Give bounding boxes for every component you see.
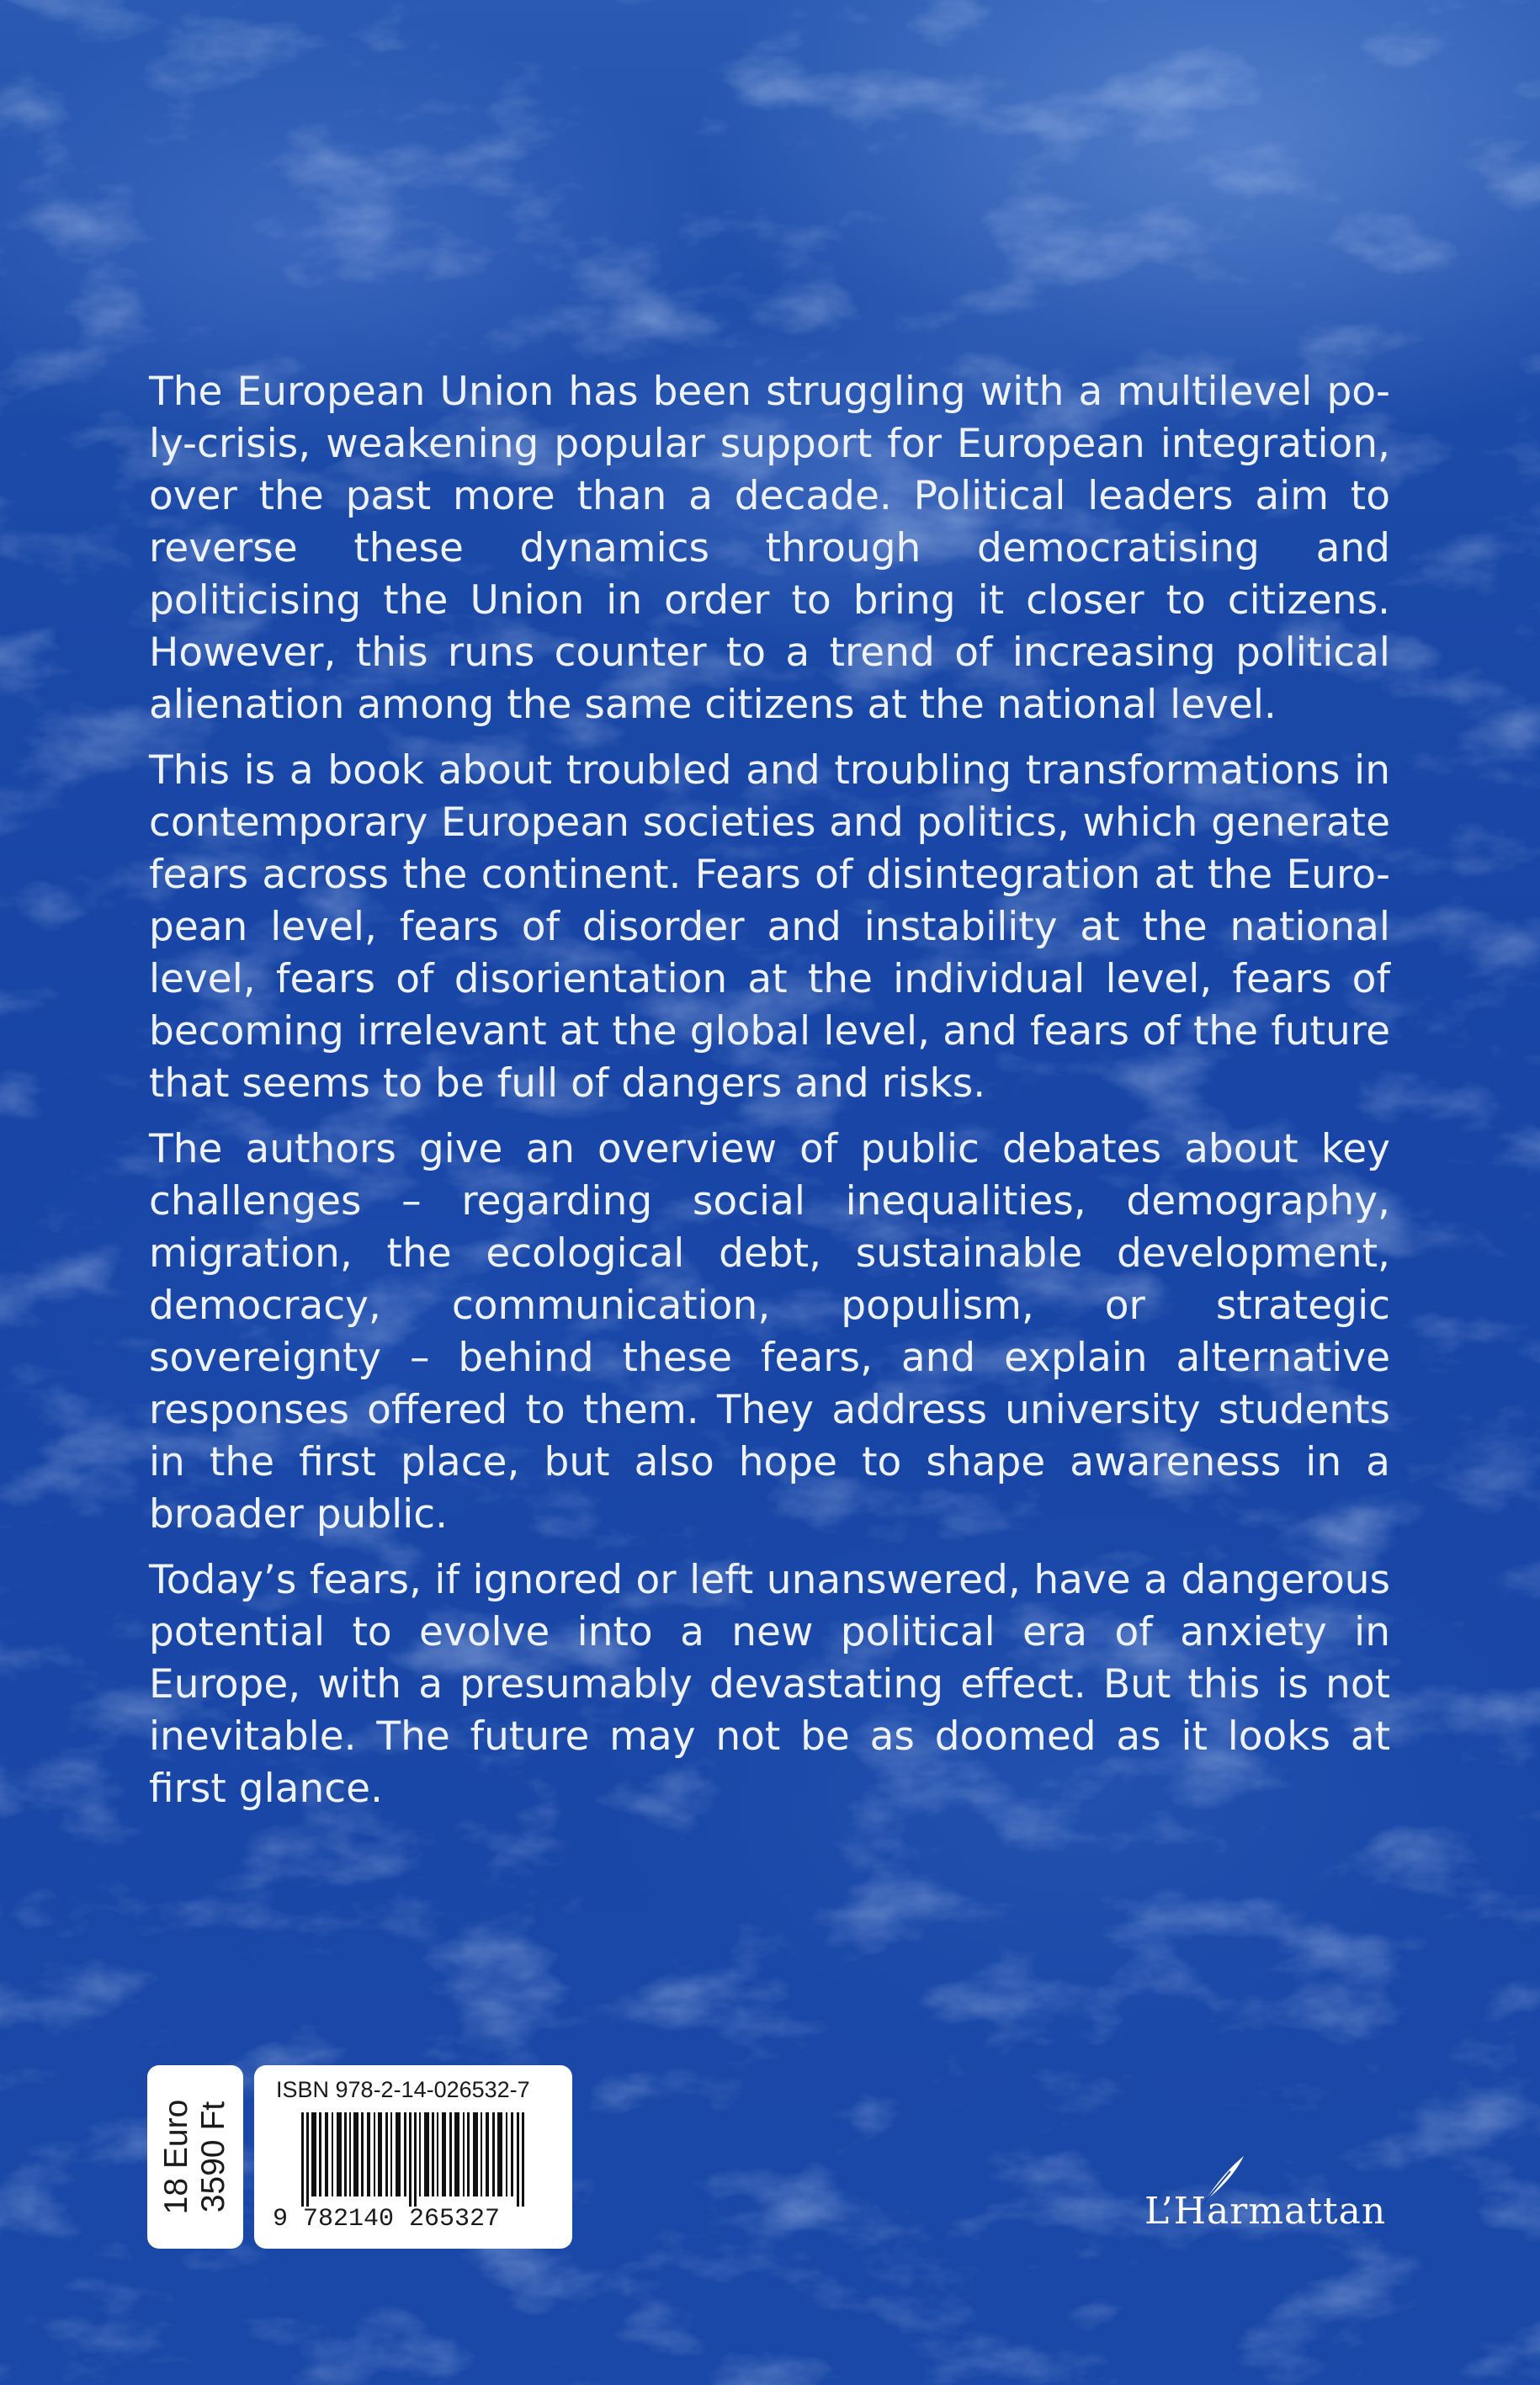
price-euro: 18 Euro <box>158 2099 194 2215</box>
blurb-text <box>149 366 1390 1829</box>
barcode-icon <box>301 2112 528 2207</box>
price-forint: 3590 Ft <box>195 2101 231 2213</box>
blurb-paragraph-1: The European Union has been struggling with a multilevel poly-crisis, weakening popular support for European integration, over the past more than a decade. Political leaders aim to reverse these dynamics through democratising and politicising the Union in order to bring it closer to citizens. However, this runs counter to a trend of increasing political alienation among the same citizens at the national level. <box>149 369 1390 728</box>
blurb-paragraph-2: This is a book about troubled and troubling transformations in contemporary European societies and politics, which generate fears across the continent. Fears of disintegration at the European level, fears of disorder and instability at the national level, fears of disorientation at the individual level, fears of becoming irrelevant at the global level, and fears of the future that seems to be full of dangers and risks. <box>149 747 1390 1107</box>
publisher-name: L’Harmattan <box>1144 2190 1387 2233</box>
blurb-paragraph-4: Today’s fears, if ignored or left unanswered, have a dangerous potential to evolve into a new political era of anxiety in Europe, with a presumably devastating effect. But this is not inevitable. The future may not be as doomed as it looks at first glance. <box>149 1557 1390 1812</box>
barcode-digits: 9 782140 265327 <box>273 2205 501 2234</box>
publisher-logo <box>1144 2154 1397 2243</box>
price-label <box>147 2065 243 2249</box>
barcode-label <box>254 2065 572 2249</box>
isbn-text: ISBN 978-2-14-026532-7 <box>276 2077 530 2102</box>
blurb-paragraph-3: The authors give an overview of public debates about key challenges – regarding social inequalities, demography, migration, the ecological debt, sustainable development, democracy, communication, populism, or strategic sovereignty – behind these fears, and explain alternative responses offered to them. They address university students in the first place, but also hope to shape awareness in a broader public. <box>149 1126 1390 1538</box>
